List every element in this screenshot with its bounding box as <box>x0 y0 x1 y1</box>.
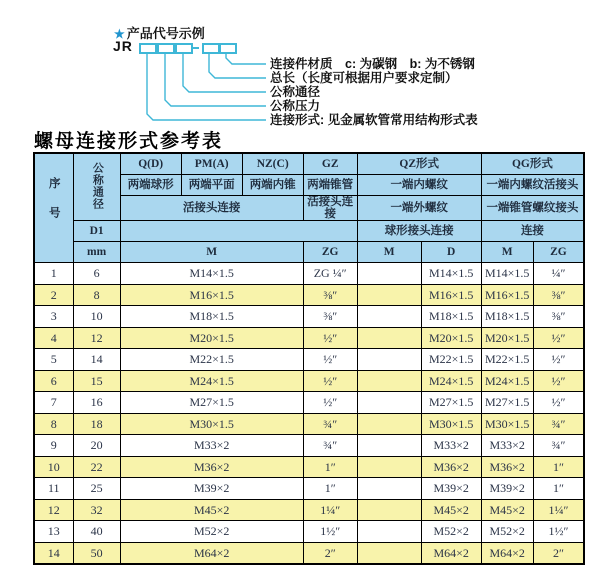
cell-dn: 18 <box>73 413 120 435</box>
cell-m: M27×1.5 <box>120 392 303 414</box>
header-gz-desc: 两端锥管 <box>303 175 357 196</box>
cell-qg_m: M14×1.5 <box>481 263 533 285</box>
table-row <box>34 478 584 500</box>
header-qg-desc2: 一端锥管螺纹接头 <box>481 196 584 221</box>
cell-m: M39×2 <box>120 478 303 500</box>
cell-qz_d: M39×2 <box>421 478 481 500</box>
table-row <box>34 327 584 349</box>
cell-qg_m: M33×2 <box>481 435 533 457</box>
reference-table <box>33 152 585 565</box>
table-row <box>34 263 584 285</box>
label-material: 连接件材质 c: 为碳钢 b: 为不锈钢 <box>270 57 475 71</box>
cell-dn: 25 <box>73 478 120 500</box>
cell-qg_zg: ¾″ <box>533 413 584 435</box>
table-header <box>34 153 584 263</box>
cell-zg: ZG ¼″ <box>303 263 357 285</box>
label-nominal-diameter: 公称通径 <box>270 85 321 99</box>
cell-qz_d: M45×2 <box>421 499 481 521</box>
cell-qz_m <box>357 263 421 285</box>
cell-no: 8 <box>34 413 73 435</box>
cell-qg_m: M36×2 <box>481 456 533 478</box>
cell-qz_m <box>357 349 421 371</box>
cell-qz_d: M22×1.5 <box>421 349 481 371</box>
cell-qg_zg: 1½″ <box>533 521 584 543</box>
cell-qg_m: M45×2 <box>481 499 533 521</box>
header-seq-text: 序号 <box>47 177 60 237</box>
cell-qg_zg: ¾″ <box>533 435 584 457</box>
cell-no: 14 <box>34 542 73 564</box>
header-col-pm: PM(A) <box>181 153 242 175</box>
cell-no: 4 <box>34 327 73 349</box>
cell-zg: ¾″ <box>303 413 357 435</box>
cell-no: 5 <box>34 349 73 371</box>
cell-qz_m <box>357 392 421 414</box>
cell-qg_zg: 1¼″ <box>533 499 584 521</box>
cell-qg_m: M52×2 <box>481 521 533 543</box>
header-qz-d: D <box>421 242 481 263</box>
cell-qz_m <box>357 499 421 521</box>
header-nz-desc: 两端内锥 <box>242 175 303 196</box>
header-seq <box>34 153 73 263</box>
cell-m: M36×2 <box>120 456 303 478</box>
cell-qz_d: M16×1.5 <box>421 284 481 306</box>
cell-qg_zg: ⅜″ <box>533 306 584 328</box>
cell-dn: 22 <box>73 456 120 478</box>
header-nominal-dia-text: 公称通径 <box>91 161 104 210</box>
cell-qg_m: M20×1.5 <box>481 327 533 349</box>
cell-qz_m <box>357 327 421 349</box>
header-qz-m: M <box>357 242 421 263</box>
cell-zg: 1¼″ <box>303 499 357 521</box>
cell-m: M20×1.5 <box>120 327 303 349</box>
cell-qg_zg: ⅜″ <box>533 284 584 306</box>
star-icon: ★ <box>114 27 125 41</box>
header-empty <box>120 221 357 242</box>
cell-m: M16×1.5 <box>120 284 303 306</box>
cell-zg: 1″ <box>303 456 357 478</box>
header-col-q: Q(D) <box>120 153 181 175</box>
cell-qg_m: M39×2 <box>481 478 533 500</box>
header-union-conn: 活接头连接 <box>120 196 303 221</box>
cell-dn: 10 <box>73 306 120 328</box>
header-qz-desc1: 一端内螺纹 <box>357 175 481 196</box>
cell-m: M14×1.5 <box>120 263 303 285</box>
cell-qz_m <box>357 370 421 392</box>
cell-no: 7 <box>34 392 73 414</box>
cell-qg_m: M22×1.5 <box>481 349 533 371</box>
table-row <box>34 435 584 457</box>
cell-m: M45×2 <box>120 499 303 521</box>
cell-qz_m <box>357 542 421 564</box>
cell-zg: 2″ <box>303 542 357 564</box>
cell-qz_d: M20×1.5 <box>421 327 481 349</box>
code-prefix: JR <box>113 38 133 54</box>
header-col-nz: NZ(C) <box>242 153 303 175</box>
cell-qg_zg: 1″ <box>533 478 584 500</box>
header-gz-conn: 活接头连接 <box>303 196 357 221</box>
cell-qg_zg: ½″ <box>533 327 584 349</box>
cell-no: 12 <box>34 499 73 521</box>
table-row <box>34 456 584 478</box>
cell-no: 6 <box>34 370 73 392</box>
cell-qz_m <box>357 306 421 328</box>
cell-m: M64×2 <box>120 542 303 564</box>
cell-zg: 1½″ <box>303 521 357 543</box>
cell-zg: ⅜″ <box>303 284 357 306</box>
header-qg-desc1: 一端内螺纹活接头 <box>481 175 584 196</box>
header-nominal-dia <box>73 153 120 221</box>
cell-qg_zg: 2″ <box>533 542 584 564</box>
cell-dn: 12 <box>73 327 120 349</box>
cell-dn: 15 <box>73 370 120 392</box>
table-row <box>34 499 584 521</box>
cell-no: 1 <box>34 263 73 285</box>
cell-qz_m <box>357 284 421 306</box>
cell-qg_zg: ½″ <box>533 392 584 414</box>
cell-qz_d: M18×1.5 <box>421 306 481 328</box>
diagram-title-text: 产品代号示例 <box>126 26 205 41</box>
cell-zg: 1″ <box>303 478 357 500</box>
table-row <box>34 349 584 371</box>
table-row <box>34 306 584 328</box>
cell-qz_m <box>357 413 421 435</box>
cell-qg_m: M64×2 <box>481 542 533 564</box>
cell-qg_zg: ½″ <box>533 349 584 371</box>
cell-qz_m <box>357 478 421 500</box>
cell-dn: 50 <box>73 542 120 564</box>
cell-dn: 16 <box>73 392 120 414</box>
cell-zg: ¾″ <box>303 435 357 457</box>
table-row <box>34 521 584 543</box>
cell-no: 10 <box>34 456 73 478</box>
header-col-gz: GZ <box>303 153 357 175</box>
table-row <box>34 542 584 564</box>
cell-m: M33×2 <box>120 435 303 457</box>
table-row <box>34 392 584 414</box>
cell-qg_m: M27×1.5 <box>481 392 533 414</box>
cell-no: 2 <box>34 284 73 306</box>
table-row <box>34 370 584 392</box>
header-pm-desc: 两端平面 <box>181 175 242 196</box>
header-qz-conn: 球形接头连接 <box>357 221 481 242</box>
cell-m: M18×1.5 <box>120 306 303 328</box>
cell-qz_m <box>357 435 421 457</box>
cell-zg: ½″ <box>303 349 357 371</box>
cell-qg_m: M16×1.5 <box>481 284 533 306</box>
header-qz-desc2: 一端外螺纹 <box>357 196 481 221</box>
cell-qz_d: M27×1.5 <box>421 392 481 414</box>
cell-zg: ½″ <box>303 370 357 392</box>
cell-qz_d: M36×2 <box>421 456 481 478</box>
header-qg-zg: ZG <box>533 242 584 263</box>
cell-no: 9 <box>34 435 73 457</box>
header-qg-conn: 连接 <box>481 221 584 242</box>
cell-dn: 32 <box>73 499 120 521</box>
cell-qz_d: M14×1.5 <box>421 263 481 285</box>
cell-m: M52×2 <box>120 521 303 543</box>
header-d1: D1 <box>73 221 120 242</box>
table-body <box>34 263 584 565</box>
cell-qz_d: M52×2 <box>421 521 481 543</box>
cell-qz_m <box>357 456 421 478</box>
cell-zg: ½″ <box>303 327 357 349</box>
cell-m: M24×1.5 <box>120 370 303 392</box>
header-m: M <box>120 242 303 263</box>
cell-dn: 14 <box>73 349 120 371</box>
cell-no: 11 <box>34 478 73 500</box>
header-mm: mm <box>73 242 120 263</box>
cell-dn: 40 <box>73 521 120 543</box>
cell-dn: 20 <box>73 435 120 457</box>
label-nominal-pressure: 公称压力 <box>270 99 321 113</box>
header-col-qg: QG形式 <box>481 153 584 175</box>
header-zg: ZG <box>303 242 357 263</box>
cell-qg_zg: ½″ <box>533 370 584 392</box>
cell-no: 3 <box>34 306 73 328</box>
table-row <box>34 284 584 306</box>
cell-qg_zg: ¼″ <box>533 263 584 285</box>
cell-dn: 6 <box>73 263 120 285</box>
cell-qz_d: M33×2 <box>421 435 481 457</box>
header-q-desc: 两端球形 <box>120 175 181 196</box>
cell-qz_d: M30×1.5 <box>421 413 481 435</box>
cell-m: M22×1.5 <box>120 349 303 371</box>
cell-dn: 8 <box>73 284 120 306</box>
cell-m: M30×1.5 <box>120 413 303 435</box>
cell-no: 13 <box>34 521 73 543</box>
header-col-qz: QZ形式 <box>357 153 481 175</box>
cell-qg_m: M24×1.5 <box>481 370 533 392</box>
cell-qz_m <box>357 521 421 543</box>
cell-zg: ⅜″ <box>303 306 357 328</box>
cell-qz_d: M24×1.5 <box>421 370 481 392</box>
table-title: 螺母连接形式参考表 <box>34 131 224 152</box>
cell-zg: ½″ <box>303 392 357 414</box>
cell-qg_m: M30×1.5 <box>481 413 533 435</box>
cell-qg_zg: 1″ <box>533 456 584 478</box>
table-row <box>34 413 584 435</box>
label-total-length: 总长（长度可根据用户要求定制） <box>270 71 458 85</box>
cell-qz_d: M64×2 <box>421 542 481 564</box>
cell-qg_m: M18×1.5 <box>481 306 533 328</box>
header-qg-m: M <box>481 242 533 263</box>
label-connection-form: 连接形式: 见金属软管常用结构形式表 <box>270 113 478 127</box>
